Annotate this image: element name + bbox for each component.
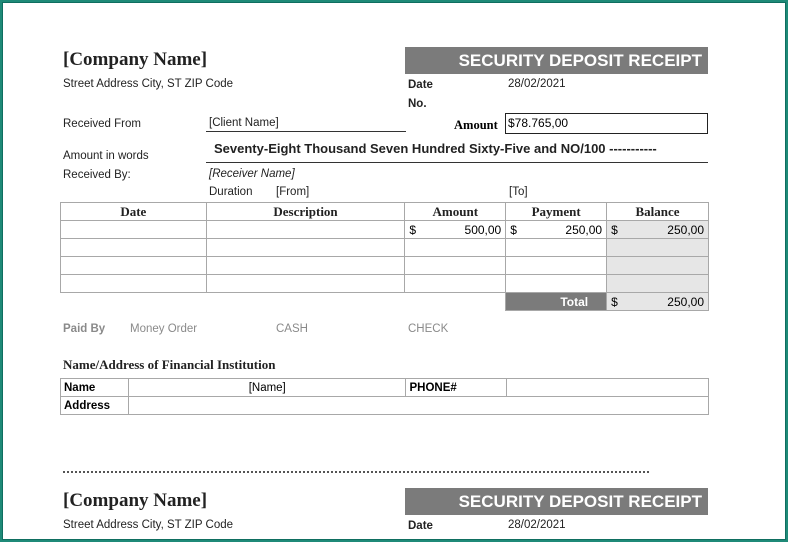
table-row	[61, 257, 709, 275]
client-name-field[interactable]: [Client Name]	[206, 117, 406, 132]
copy-receipt-title-banner: SECURITY DEPOSIT RECEIPT	[405, 488, 708, 515]
paid-by-label: Paid By	[63, 323, 106, 335]
institution-table	[60, 378, 709, 415]
cell-payment[interactable]	[506, 257, 607, 275]
payment-option-cash[interactable]: CASH	[276, 323, 308, 335]
cell-payment[interactable]	[506, 221, 607, 239]
currency-symbol: $	[611, 222, 618, 237]
receipt-number-label: No.	[408, 98, 427, 110]
amount-label: Amount	[454, 118, 498, 132]
column-header-date: Date	[61, 203, 207, 221]
cell-date[interactable]	[61, 221, 207, 239]
table-row	[61, 275, 709, 293]
duration-from-field[interactable]: [From]	[276, 186, 310, 198]
column-header-payment: Payment	[506, 203, 607, 221]
received-by-label: Received By:	[63, 169, 131, 181]
balance-value: 250,00	[667, 222, 704, 237]
institution-name-label: Name	[61, 379, 129, 397]
cell-payment[interactable]	[506, 239, 607, 257]
total-spacer	[61, 293, 207, 311]
cell-amount[interactable]	[405, 221, 506, 239]
institution-address-label: Address	[61, 397, 129, 415]
cut-line-divider	[63, 470, 649, 473]
company-address: Street Address City, ST ZIP Code	[63, 78, 234, 90]
institution-address-row	[61, 397, 709, 415]
copy-date-value[interactable]: 28/02/2021	[508, 519, 566, 531]
cell-description[interactable]	[206, 257, 405, 275]
duration-label: Duration	[209, 186, 253, 198]
receipt-sheet	[2, 2, 786, 540]
received-from-label: Received From	[63, 118, 141, 130]
total-value: 250,00	[667, 294, 704, 309]
cell-payment[interactable]	[506, 275, 607, 293]
cell-amount[interactable]	[405, 257, 506, 275]
receiver-name-field[interactable]: [Receiver Name]	[209, 168, 295, 180]
copy-date-label: Date	[408, 520, 433, 532]
duration-to-field[interactable]: [To]	[509, 186, 528, 198]
amount-value: 500,00	[464, 222, 502, 237]
table-row	[61, 239, 709, 257]
column-header-balance: Balance	[607, 203, 709, 221]
currency-symbol: $	[409, 222, 417, 237]
institution-phone-field[interactable]	[507, 379, 709, 397]
payment-value: 250,00	[565, 222, 603, 237]
cell-date[interactable]	[61, 239, 207, 257]
total-value-cell	[607, 293, 709, 311]
institution-address-field[interactable]	[128, 397, 708, 415]
amount-in-words-label: Amount in words	[63, 150, 149, 162]
copy-company-address: Street Address City, ST ZIP Code	[63, 519, 234, 531]
date-value[interactable]: 28/02/2021	[508, 78, 566, 90]
cell-date[interactable]	[61, 275, 207, 293]
copy-company-name: [Company Name]	[63, 490, 208, 511]
total-label: Total	[506, 293, 607, 311]
institution-name-row	[61, 379, 709, 397]
currency-symbol: $	[611, 294, 618, 309]
column-header-description: Description	[206, 203, 405, 221]
institution-heading: Name/Address of Financial Institution	[63, 357, 276, 372]
total-row	[61, 293, 709, 311]
cell-balance	[607, 275, 709, 293]
cell-description[interactable]	[206, 221, 405, 239]
cell-description[interactable]	[206, 275, 405, 293]
date-label: Date	[408, 79, 433, 91]
total-spacer	[405, 293, 506, 311]
total-spacer	[206, 293, 405, 311]
payment-option-money-order[interactable]: Money Order	[130, 323, 198, 335]
cell-amount[interactable]	[405, 239, 506, 257]
cell-balance	[607, 239, 709, 257]
payment-option-check[interactable]: CHECK	[408, 323, 449, 335]
currency-symbol: $	[510, 222, 517, 237]
cell-date[interactable]	[61, 257, 207, 275]
cell-description[interactable]	[206, 239, 405, 257]
amount-field[interactable]: $78.765,00	[505, 113, 708, 134]
ledger-header-row	[61, 203, 709, 221]
receipt-title-banner: SECURITY DEPOSIT RECEIPT	[405, 47, 708, 74]
company-name: [Company Name]	[63, 49, 208, 70]
column-header-amount: Amount	[405, 203, 506, 221]
cell-balance	[607, 257, 709, 275]
amount-in-words-field[interactable]: Seventy-Eight Thousand Seven Hundred Sixty-Five and NO/100 -----------	[206, 141, 708, 163]
ledger-table	[60, 202, 709, 311]
cell-balance	[607, 221, 709, 239]
cell-amount[interactable]	[405, 275, 506, 293]
table-row	[61, 221, 709, 239]
institution-phone-label: PHONE#	[406, 379, 507, 397]
institution-name-field[interactable]: [Name]	[128, 379, 406, 397]
